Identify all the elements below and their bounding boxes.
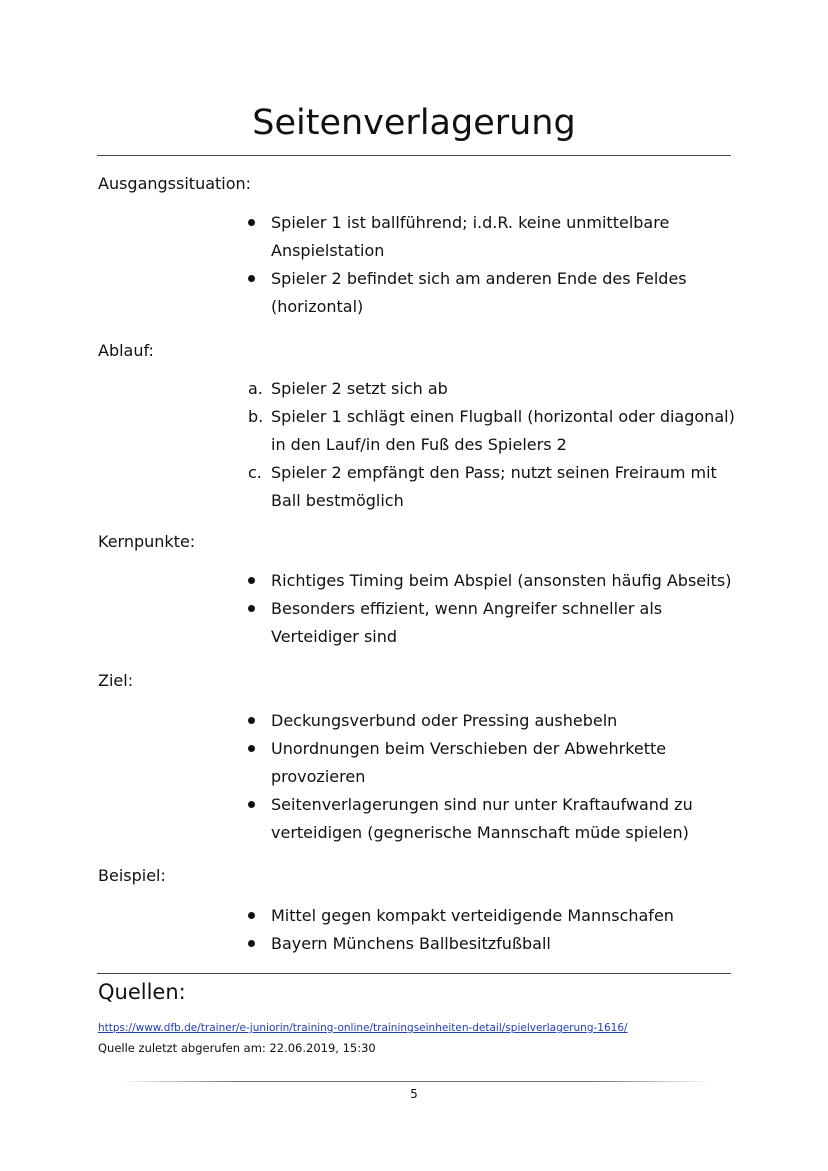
list-item-text: Deckungsverbund oder Pressing aushebeln — [271, 711, 618, 730]
bullet-icon — [248, 912, 255, 919]
list-marker: a. — [248, 379, 263, 398]
list-item — [248, 403, 738, 459]
bullet-icon — [248, 745, 255, 752]
list-item — [248, 707, 738, 735]
bullet-icon — [248, 801, 255, 808]
bullet-icon — [248, 605, 255, 612]
list-item — [248, 459, 738, 515]
list-item — [248, 265, 738, 321]
source-retrieved-date: Quelle zuletzt abgerufen am: 22.06.2019, 15:30 — [98, 1041, 376, 1055]
list-item-text: Seitenverlagerungen sind nur unter Kraftaufwand zu verteidigen (gegnerische Mannschaft müde spielen) — [271, 795, 693, 842]
source-link[interactable]: https://www.dfb.de/trainer/e-juniorin/training-online/trainingseinheiten-detail/spielverlagerung-1616/ — [98, 1022, 628, 1034]
list-item — [248, 209, 738, 265]
list-item-text: Spieler 1 schlägt einen Flugball (horizontal oder diagonal) in den Lauf/in den Fuß des Spielers 2 — [271, 407, 735, 454]
list-item — [248, 375, 738, 403]
list-item — [248, 595, 738, 651]
list-item-text: Spieler 2 befindet sich am anderen Ende des Feldes (horizontal) — [271, 269, 687, 316]
list-item-text: Spieler 2 setzt sich ab — [271, 379, 448, 398]
list-item — [248, 930, 738, 958]
list-item-text: Besonders effizient, wenn Angreifer schneller als Verteidiger sind — [271, 599, 663, 646]
bullet-icon — [248, 577, 255, 584]
list-item-text: Unordnungen beim Verschieben der Abwehrkette provozieren — [271, 739, 667, 786]
section-label-ausgangssituation: Ausgangssituation: — [98, 174, 252, 193]
bullet-list-ziel — [248, 707, 738, 847]
bullet-list-kernpunkte — [248, 567, 738, 651]
list-item — [248, 791, 738, 847]
list-marker: b. — [248, 407, 264, 426]
footer-divider — [118, 1081, 712, 1082]
list-item — [248, 735, 738, 791]
title-divider — [97, 155, 731, 156]
sources-heading: Quellen: — [98, 980, 186, 1004]
section-label-ziel: Ziel: — [98, 671, 134, 690]
bullet-list-ausgangssituation — [248, 209, 738, 321]
list-item — [248, 567, 738, 595]
section-label-ablauf: Ablauf: — [98, 341, 154, 360]
bullet-icon — [248, 219, 255, 226]
page-number: 5 — [410, 1087, 418, 1101]
section-label-kernpunkte: Kernpunkte: — [98, 532, 196, 551]
bullet-icon — [248, 275, 255, 282]
section-label-beispiel: Beispiel: — [98, 866, 166, 885]
bullet-list-beispiel — [248, 902, 738, 958]
bullet-icon — [248, 717, 255, 724]
document-title: Seitenverlagerung — [252, 103, 576, 143]
bullet-icon — [248, 940, 255, 947]
list-item-text: Spieler 1 ist ballführend; i.d.R. keine unmittelbare Anspielstation — [271, 213, 670, 260]
list-item-text: Richtiges Timing beim Abspiel (ansonsten häufig Abseits) — [271, 571, 732, 590]
sources-divider — [97, 973, 731, 974]
list-marker: c. — [248, 463, 262, 482]
lettered-list-ablauf — [248, 375, 738, 515]
list-item-text: Mittel gegen kompakt verteidigende Mannschafen — [271, 906, 674, 925]
list-item-text: Bayern Münchens Ballbesitzfußball — [271, 934, 551, 953]
list-item — [248, 902, 738, 930]
list-item-text: Spieler 2 empfängt den Pass; nutzt seinen Freiraum mit Ball bestmöglich — [271, 463, 717, 510]
